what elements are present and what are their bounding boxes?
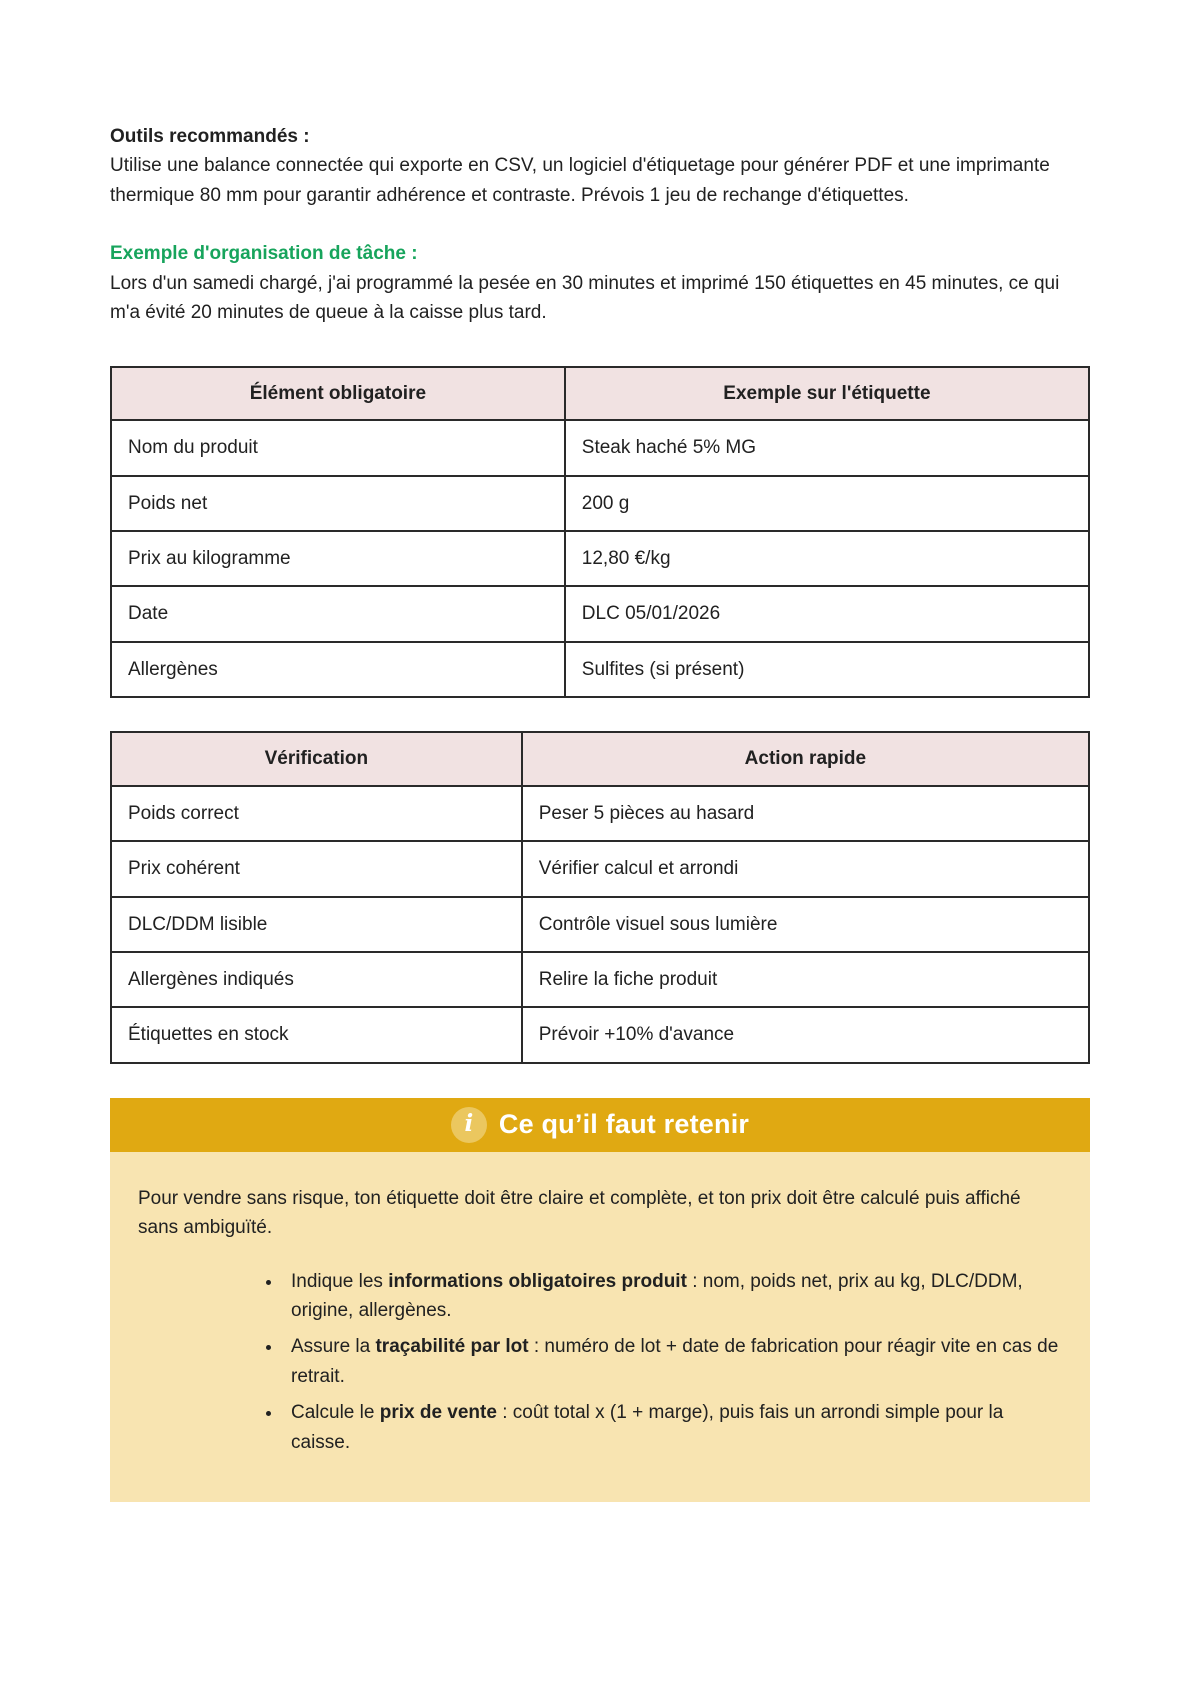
info-icon — [451, 1107, 487, 1143]
table-cell: Prévoir +10% d'avance — [522, 1007, 1089, 1062]
table-row — [111, 642, 1089, 697]
callout-header — [110, 1098, 1090, 1152]
task-example-body: Lors d'un samedi chargé, j'ai programmé la pesée en 30 minutes et imprimé 150 étiquettes en 45 minutes, ce qui m'a évité 20 minutes de queue à la caisse plus tard. — [110, 272, 1060, 324]
callout-bullet — [283, 1398, 1062, 1457]
bullet-text: Indique les — [291, 1270, 389, 1292]
column-header: Vérification — [111, 732, 522, 785]
table-row — [111, 531, 1089, 586]
table-cell: Vérifier calcul et arrondi — [522, 841, 1089, 896]
table-row — [111, 786, 1089, 841]
task-example-section — [110, 239, 1090, 327]
callout-bullet — [283, 1332, 1062, 1391]
column-header: Exemple sur l'étiquette — [565, 367, 1089, 420]
table-cell: Étiquettes en stock — [111, 1007, 522, 1062]
info-icon-glyph: i — [464, 1110, 474, 1138]
table-cell: Poids correct — [111, 786, 522, 841]
callout-bullet — [283, 1267, 1062, 1326]
callout-body — [110, 1152, 1090, 1503]
column-header: Action rapide — [522, 732, 1089, 785]
callout-title: Ce qu’il faut retenir — [498, 1108, 750, 1139]
tools-heading: Outils recommandés : — [110, 126, 310, 147]
table-cell: DLC/DDM lisible — [111, 897, 522, 952]
table-header-row — [111, 732, 1089, 785]
table-cell: 12,80 €/kg — [565, 531, 1089, 586]
table-row — [111, 897, 1089, 952]
table-header-row — [111, 367, 1089, 420]
bullet-text: Calcule le — [291, 1402, 380, 1424]
column-header: Élément obligatoire — [111, 367, 565, 420]
table-cell: 200 g — [565, 476, 1089, 531]
table-row — [111, 841, 1089, 896]
table-cell: Contrôle visuel sous lumière — [522, 897, 1089, 952]
table-cell: Poids net — [111, 476, 565, 531]
table-cell: DLC 05/01/2026 — [565, 586, 1089, 641]
table-cell: Prix au kilogramme — [111, 531, 565, 586]
table-cell: Allergènes indiqués — [111, 952, 522, 1007]
key-takeaways-callout — [110, 1098, 1090, 1502]
tools-body: Utilise une balance connectée qui exporte en CSV, un logiciel d'étiquetage pour générer PDF et une imprimante thermique 80 mm pour garantir adhérence et contraste. Prévois 1 jeu de rechange d'étiquettes. — [110, 155, 1050, 206]
table-cell: Steak haché 5% MG — [565, 420, 1089, 475]
table-row — [111, 952, 1089, 1007]
bullet-text: Assure la — [291, 1336, 376, 1358]
table-cell: Date — [111, 586, 565, 641]
table-row — [111, 1007, 1089, 1062]
table-cell: Prix cohérent — [111, 841, 522, 896]
tools-section — [110, 122, 1090, 210]
table-cell: Nom du produit — [111, 420, 565, 475]
verification-table — [110, 731, 1090, 1064]
task-example-heading: Exemple d'organisation de tâche : — [110, 243, 418, 265]
callout-bullet-list — [138, 1267, 1062, 1458]
bullet-text: : numéro de lot + date de fabrication pour réagir vite en cas de retrait. — [291, 1336, 1059, 1387]
table-row — [111, 476, 1089, 531]
bullet-text: : nom, poids net, prix au kg, DLC/DDM, origine, allergènes. — [291, 1270, 1023, 1322]
callout-intro: Pour vendre sans risque, ton étiquette doit être claire et complète, et ton prix doit être calculé puis affiché sans ambiguïté. — [138, 1187, 1021, 1239]
table-row — [111, 586, 1089, 641]
table-cell: Allergènes — [111, 642, 565, 697]
bullet-text-bold: traçabilité par lot — [375, 1336, 529, 1358]
table-cell: Sulfites (si présent) — [565, 642, 1089, 697]
table-cell: Peser 5 pièces au hasard — [522, 786, 1089, 841]
bullet-text-bold: prix de vente — [379, 1402, 497, 1424]
table-cell: Relire la fiche produit — [522, 952, 1089, 1007]
table-row — [111, 420, 1089, 475]
bullet-text-bold: informations obligatoires produit — [388, 1270, 687, 1292]
bullet-text: : coût total x (1 + marge), puis fais un arrondi simple pour la caisse. — [291, 1402, 1004, 1453]
required-elements-table — [110, 366, 1090, 699]
